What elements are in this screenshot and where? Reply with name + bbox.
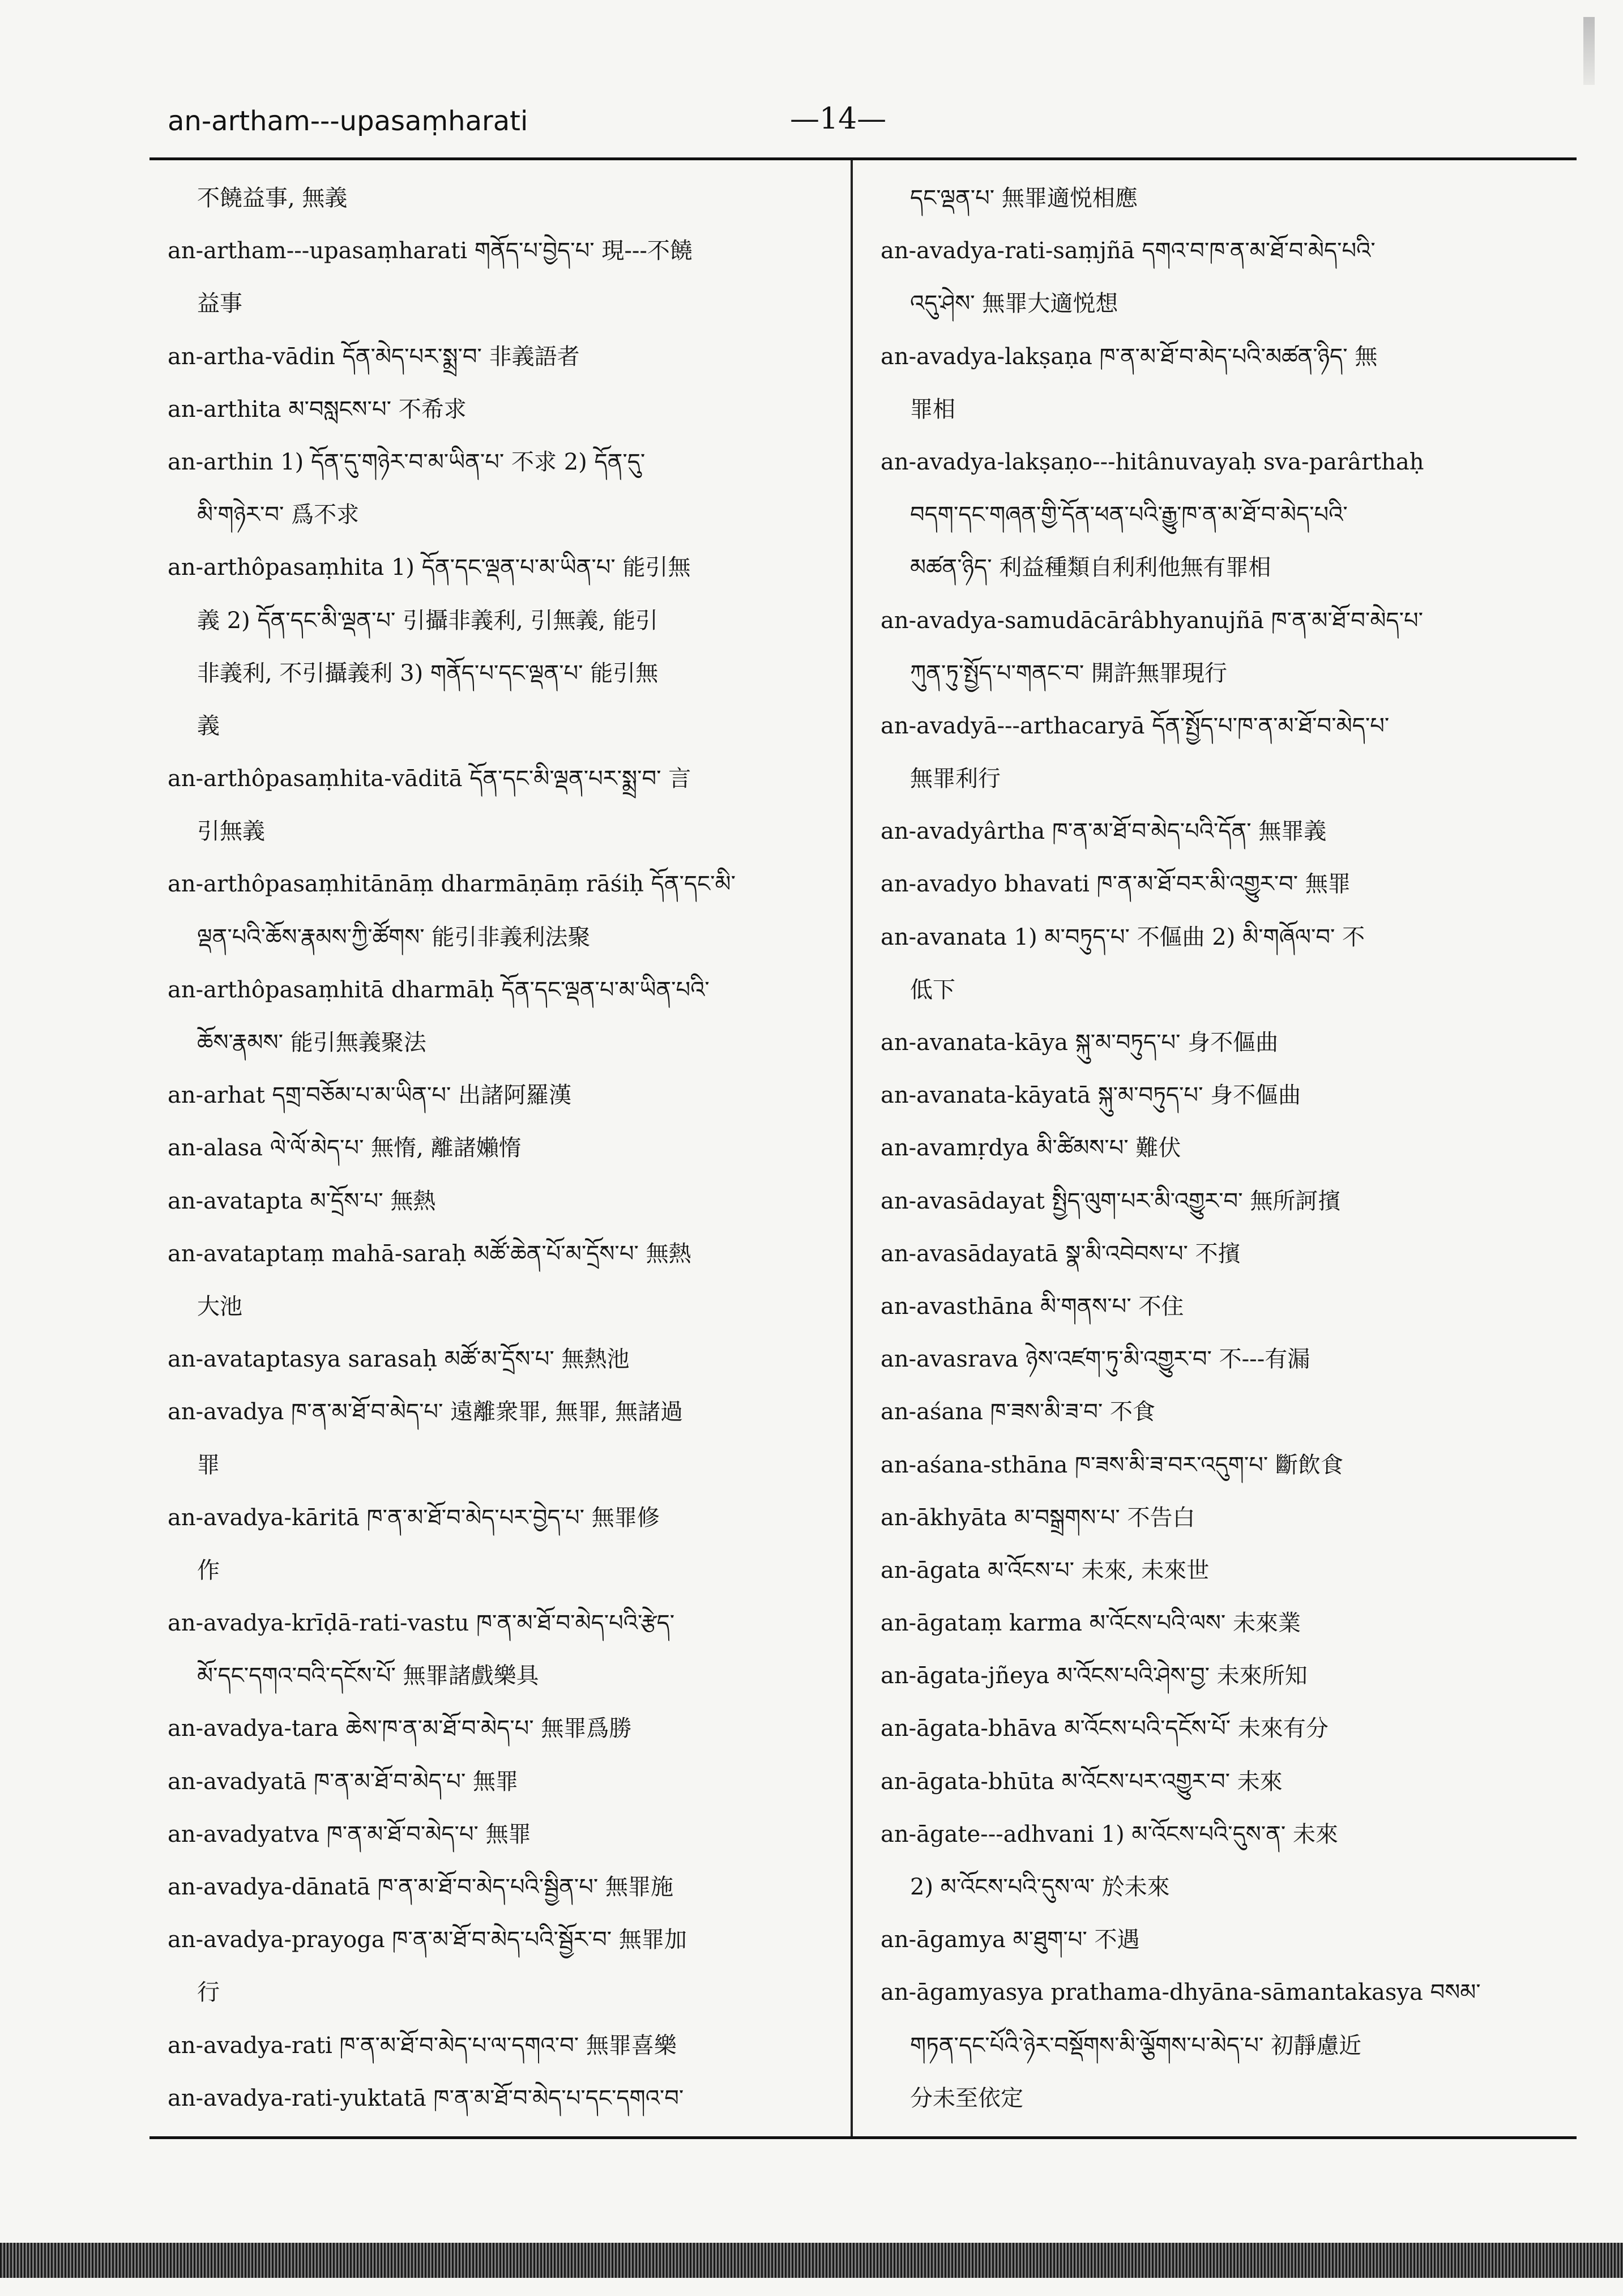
- entry-line: 無罪利行: [910, 766, 1001, 792]
- entry-line: an-avadyârtha ཁ་ན་མ་ཐོ་བ་མེད་པའི་དོན་ 無罪義: [881, 818, 1327, 845]
- entry-line: 罪相: [910, 396, 955, 423]
- entry-line: an-avasrava ཉེས་འཛག་ཏུ་མི་འགྱུར་བ་ 不---有漏: [881, 1346, 1310, 1373]
- entry-line: 2) མ་འོངས་པའི་དུས་ལ་ 於未來: [910, 1874, 1170, 1900]
- entry-line: 作: [197, 1557, 220, 1584]
- entry-line: an-avadya-tara ཆེས་ཁ་ན་མ་ཐོ་བ་མེད་པ་ 無罪爲勝: [168, 1715, 632, 1742]
- entry-line: 義 2) དོན་དང་མི་ལྡན་པ་ 引攝非義利, 引無義, 能引: [197, 607, 658, 634]
- entry-line: an-arthôpasaṃhita 1) དོན་དང་ལྡན་པ་མ་ཡིན་པ་ 能引無: [168, 554, 691, 581]
- entry-line: an-avadya-rati-yuktatā ཁ་ན་མ་ཐོ་བ་མེད་པ་དང་དགའ་བ་: [168, 2085, 684, 2111]
- entry-line: an-aśana-sthāna ཁ་ཟས་མི་ཟ་བར་འདུག་པ་ 斷飲食: [881, 1452, 1344, 1478]
- entry-line: ལྡན་པའི་ཆོས་རྣམས་ཀྱི་ཚོགས་ 能引非義利法聚: [197, 924, 591, 950]
- entry-line: མི་གཉེར་བ་ 爲不求: [197, 502, 360, 528]
- footer-rule: [150, 2136, 1577, 2139]
- entry-line: an-arhat དགྲ་བཅོམ་པ་མ་ཡིན་པ་ 出諸阿羅漢: [168, 1082, 572, 1109]
- entry-line: འདུ་ཤེས་ 無罪大適悦想: [910, 291, 1118, 317]
- entry-line: 不饒益事, 無義: [197, 185, 348, 211]
- entry-line: an-avatapta མ་དྲོས་པ་ 無熱: [168, 1188, 436, 1214]
- scan-artifact-bar: [0, 2243, 1623, 2278]
- entry-line: an-avadya-kāritā ཁ་ན་མ་ཐོ་བ་མེད་པར་བྱེད་པ་ 無罪修: [168, 1504, 660, 1531]
- entry-line: མཚན་ཉིད་ 利益種類自利利他無有罪相: [910, 554, 1271, 581]
- entry-line: an-avadya-lakṣaṇo---hitânuvayaḥ sva-parârthaḥ: [881, 449, 1424, 475]
- entry-line: an-avataptaṃ mahā-saraḥ མཚོ་ཆེན་པོ་མ་དྲོས་པ་ 無熱: [168, 1240, 691, 1267]
- entry-line: an-avadyā---arthacaryā དོན་སྤྱོད་པ་ཁ་ན་མ་ཐོ་བ་མེད་པ་: [881, 712, 1390, 739]
- entry-line: 義: [197, 712, 220, 739]
- entry-line: an-āgataṃ karma མ་འོངས་པའི་ལས་ 未來業: [881, 1610, 1301, 1637]
- entry-line: an-āgata མ་འོངས་པ་ 未來, 未來世: [881, 1557, 1210, 1584]
- entry-line: an-avataptasya sarasaḥ མཚོ་མ་དྲོས་པ་ 無熱池: [168, 1346, 630, 1373]
- running-head: an-artham---upasaṃharati: [168, 105, 528, 137]
- entry-line: མོ་དང་དགའ་བའི་དངོས་པོ་ 無罪諸戲樂具: [197, 1663, 539, 1689]
- entry-line: an-avadya-lakṣaṇa ཁ་ན་མ་ཐོ་བ་མེད་པའི་མཚན་ཉིད་ 無: [881, 343, 1378, 370]
- entry-line: an-avadya-samudācārâbhyanujñā ཁ་ན་མ་ཐོ་བ་མེད་པ་: [881, 607, 1424, 634]
- entry-line: དང་ལྡན་པ་ 無罪適悦相應: [910, 185, 1138, 211]
- entry-line: an-avasādayatā སྣ་མི་འབེབས་པ་ 不擯: [881, 1240, 1241, 1267]
- entry-line: 低下: [910, 976, 955, 1003]
- entry-line: an-avanata 1) མ་བཏུད་པ་ 不傴曲 2) མི་གཞོལ་བ་ 不: [881, 924, 1365, 950]
- entry-line: an-alasa ལེ་ལོ་མེད་པ་ 無惰, 離諸嬾惰: [168, 1135, 522, 1162]
- entry-line: an-avasthāna མི་གནས་པ་ 不住: [881, 1293, 1184, 1320]
- right-column: [881, 172, 1535, 2125]
- entry-line: an-artha-vādin དོན་མེད་པར་སྨྲ་བ་ 非義語者: [168, 343, 580, 370]
- entry-line: an-aśana ཁ་ཟས་མི་ཟ་བ་ 不食: [881, 1399, 1156, 1426]
- scan-edge-mark: [1583, 17, 1595, 85]
- entry-line: an-avadyo bhavati ཁ་ན་མ་ཐོ་བར་མི་འགྱུར་བ་ 無罪: [881, 871, 1351, 898]
- entry-line: 大池: [197, 1293, 242, 1320]
- entry-line: an-āgata-bhūta མ་འོངས་པར་འགྱུར་བ་ 未來: [881, 1768, 1283, 1795]
- entry-line: an-āgate---adhvani 1) མ་འོངས་པའི་དུས་ན་ 未來: [881, 1821, 1338, 1847]
- entry-line: an-avadya-prayoga ཁ་ན་མ་ཐོ་བ་མེད་པའི་སྦྱོར་བ་ 無罪加: [168, 1927, 687, 1953]
- entry-line: an-avadya-rati-saṃjñā དགའ་བ་ཁ་ན་མ་ཐོ་བ་མེད་པའི་: [881, 238, 1376, 264]
- entry-line: ཆོས་རྣམས་ 能引無義聚法: [197, 1030, 426, 1056]
- entry-line: an-arthôpasaṃhitā dharmāḥ དོན་དང་ལྡན་པ་མ་ཡིན་པའི་: [168, 976, 710, 1003]
- entry-line: an-avadya-rati ཁ་ན་མ་ཐོ་བ་མེད་པ་ལ་དགའ་བ་ 無罪喜樂: [168, 2032, 677, 2059]
- entry-line: an-avadya-dānatā ཁ་ན་མ་ཐོ་བ་མེད་པའི་སྦྱིན་པ་ 無罪施: [168, 1874, 673, 1900]
- entry-line: an-arthita མ་བསླངས་པ་ 不希求: [168, 396, 467, 423]
- header-rule: [150, 157, 1577, 160]
- entry-line: an-āgamyasya prathama-dhyāna-sāmantakasya བསམ་: [881, 1979, 1481, 2006]
- entry-line: an-arthôpasaṃhita-vāditā དོན་དང་མི་ལྡན་པར་སྨྲ་བ་ 言: [168, 766, 691, 792]
- page-number: —14—: [790, 102, 887, 136]
- entry-line: an-avanata-kāya སྐུ་མ་བཏུད་པ་ 身不傴曲: [881, 1030, 1279, 1056]
- entry-line: an-āgamya མ་ཐུག་པ་ 不遇: [881, 1927, 1140, 1953]
- entry-line: 益事: [197, 291, 242, 317]
- entry-line: 分未至依定: [910, 2085, 1023, 2111]
- entry-line: an-āgata-bhāva མ་འོངས་པའི་དངོས་པོ་ 未來有分: [881, 1715, 1329, 1742]
- entry-line: an-arthin 1) དོན་དུ་གཉེར་བ་མ་ཡིན་པ་ 不求 2) དོན་དུ་: [168, 449, 646, 475]
- entry-line: 罪: [197, 1452, 220, 1478]
- column-divider: [851, 160, 853, 2136]
- entry-line: an-avasādayat སྤྱིད་ལུག་པར་མི་འགྱུར་བ་ 無所訶擯: [881, 1188, 1341, 1214]
- entry-line: an-avanata-kāyatā སྐུ་མ་བཏུད་པ་ 身不傴曲: [881, 1082, 1301, 1109]
- entry-line: an-artham---upasaṃharati གནོད་པ་བྱེད་པ་ 現---不饒: [168, 238, 693, 264]
- entry-line: བདག་དང་གཞན་གྱི་དོན་ཕན་པའི་རྒྱུ་ཁ་ན་མ་ཐོ་བ་མེད་པའི་: [910, 502, 1348, 528]
- entry-line: an-avamṛdya མི་ཚིམས་པ་ 難伏: [881, 1135, 1181, 1162]
- left-column: [168, 172, 822, 2125]
- entry-line: 行: [197, 1979, 220, 2006]
- entry-line: an-arthôpasaṃhitānāṃ dharmāṇāṃ rāśiḥ དོན་དང་མི་: [168, 871, 736, 898]
- entry-line: 引無義: [197, 818, 265, 845]
- entry-line: an-avadyatā ཁ་ན་མ་ཐོ་བ་མེད་པ་ 無罪: [168, 1768, 519, 1795]
- entry-line: གཏན་དང་པོའི་ཉེར་བསྡོགས་མི་ལྕོགས་པ་མེད་པ་ 初靜慮近: [910, 2032, 1362, 2059]
- entry-line: 非義利, 不引攝義利 3) གནོད་པ་དང་ལྡན་པ་ 能引無: [197, 660, 659, 686]
- entry-line: an-avadyatva ཁ་ན་མ་ཐོ་བ་མེད་པ་ 無罪: [168, 1821, 531, 1847]
- entry-line: an-āgata-jñeya མ་འོངས་པའི་ཤེས་བྱ་ 未來所知: [881, 1663, 1308, 1689]
- entry-line: an-avadya ཁ་ན་མ་ཐོ་བ་མེད་པ་ 遠離衆罪, 無罪, 無諸過: [168, 1399, 683, 1426]
- entry-line: ཀུན་ཏུ་སྤྱོད་པ་གནང་བ་ 開許無罪現行: [910, 660, 1228, 686]
- entry-line: an-ākhyāta མ་བསྒྲགས་པ་ 不告白: [881, 1504, 1195, 1531]
- entry-line: an-avadya-krīḍā-rati-vastu ཁ་ན་མ་ཐོ་བ་མེད་པའི་རྩེད་: [168, 1610, 675, 1637]
